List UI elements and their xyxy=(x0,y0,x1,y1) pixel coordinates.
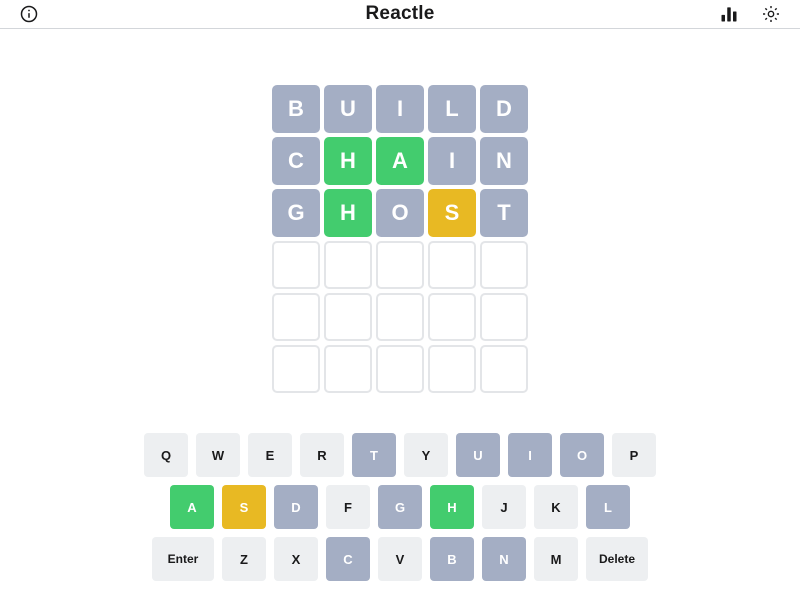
gear-icon[interactable] xyxy=(760,3,782,25)
guess-board xyxy=(272,85,528,393)
key-l[interactable]: L xyxy=(586,485,630,529)
keyboard-row xyxy=(144,433,656,477)
letter-tile xyxy=(324,293,372,341)
key-j[interactable]: J xyxy=(482,485,526,529)
key-v[interactable]: V xyxy=(378,537,422,581)
letter-tile: H xyxy=(324,189,372,237)
letter-tile xyxy=(428,345,476,393)
on-screen-keyboard xyxy=(0,433,800,581)
bar-chart-icon[interactable] xyxy=(718,3,740,25)
key-y[interactable]: Y xyxy=(404,433,448,477)
letter-tile: A xyxy=(376,137,424,185)
letter-tile: I xyxy=(376,85,424,133)
key-b[interactable]: B xyxy=(430,537,474,581)
letter-tile: D xyxy=(480,85,528,133)
board-container xyxy=(0,29,800,393)
key-z[interactable]: Z xyxy=(222,537,266,581)
letter-tile: L xyxy=(428,85,476,133)
letter-tile xyxy=(480,293,528,341)
app-header xyxy=(0,0,800,29)
letter-tile: T xyxy=(480,189,528,237)
letter-tile xyxy=(376,241,424,289)
key-a[interactable]: A xyxy=(170,485,214,529)
letter-tile: I xyxy=(428,137,476,185)
letter-tile xyxy=(480,345,528,393)
board-row xyxy=(272,345,528,393)
board-row xyxy=(272,241,528,289)
board-row xyxy=(272,85,528,133)
letter-tile xyxy=(272,345,320,393)
letter-tile xyxy=(324,345,372,393)
key-i[interactable]: I xyxy=(508,433,552,477)
page-title: Reactle xyxy=(365,3,435,24)
key-n[interactable]: N xyxy=(482,537,526,581)
letter-tile xyxy=(324,241,372,289)
key-w[interactable]: W xyxy=(196,433,240,477)
key-g[interactable]: G xyxy=(378,485,422,529)
key-q[interactable]: Q xyxy=(144,433,188,477)
key-f[interactable]: F xyxy=(326,485,370,529)
board-row xyxy=(272,137,528,185)
key-enter[interactable]: Enter xyxy=(152,537,214,581)
board-row xyxy=(272,189,528,237)
key-k[interactable]: K xyxy=(534,485,578,529)
letter-tile xyxy=(272,293,320,341)
letter-tile xyxy=(428,241,476,289)
key-o[interactable]: O xyxy=(560,433,604,477)
letter-tile: U xyxy=(324,85,372,133)
key-e[interactable]: E xyxy=(248,433,292,477)
key-u[interactable]: U xyxy=(456,433,500,477)
key-h[interactable]: H xyxy=(430,485,474,529)
key-c[interactable]: C xyxy=(326,537,370,581)
header-right-group xyxy=(718,3,782,25)
letter-tile: S xyxy=(428,189,476,237)
key-m[interactable]: M xyxy=(534,537,578,581)
info-circle-icon[interactable] xyxy=(18,3,40,25)
keyboard-row xyxy=(152,537,648,581)
key-t[interactable]: T xyxy=(352,433,396,477)
letter-tile: O xyxy=(376,189,424,237)
letter-tile: H xyxy=(324,137,372,185)
letter-tile: B xyxy=(272,85,320,133)
letter-tile: C xyxy=(272,137,320,185)
key-s[interactable]: S xyxy=(222,485,266,529)
board-row xyxy=(272,293,528,341)
letter-tile xyxy=(272,241,320,289)
key-p[interactable]: P xyxy=(612,433,656,477)
letter-tile xyxy=(376,293,424,341)
keyboard-row xyxy=(170,485,630,529)
header-left-group xyxy=(18,3,40,25)
letter-tile xyxy=(428,293,476,341)
letter-tile: G xyxy=(272,189,320,237)
key-x[interactable]: X xyxy=(274,537,318,581)
letter-tile xyxy=(480,241,528,289)
key-d[interactable]: D xyxy=(274,485,318,529)
key-r[interactable]: R xyxy=(300,433,344,477)
letter-tile: N xyxy=(480,137,528,185)
letter-tile xyxy=(376,345,424,393)
key-delete[interactable]: Delete xyxy=(586,537,648,581)
